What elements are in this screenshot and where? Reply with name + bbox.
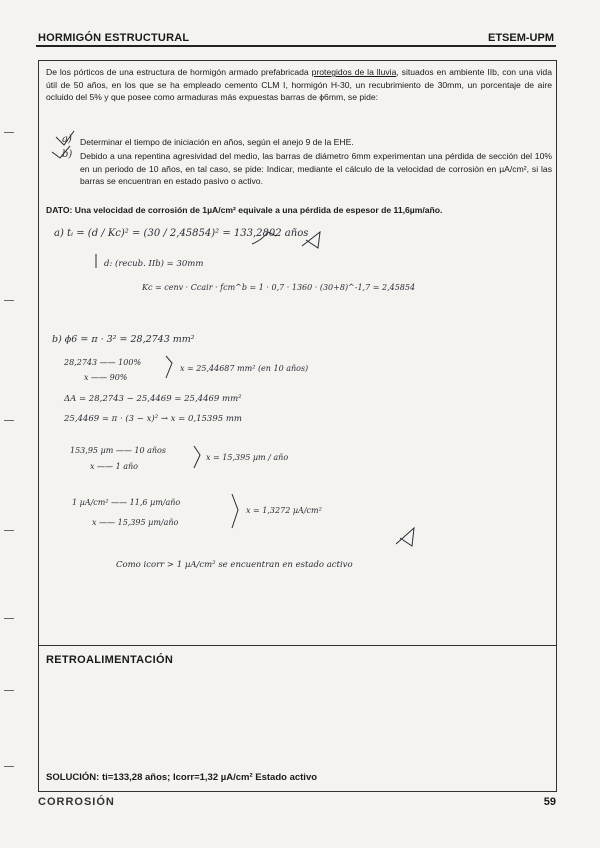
brace-icon <box>166 356 172 378</box>
question-a-mark: a) <box>62 134 72 145</box>
question-a-text: Determinar el tiempo de iniciación en años, según el anejo 9 de la EHE. <box>80 137 354 147</box>
page-number: 59 <box>543 796 556 808</box>
statement-underlined: protegidos de la lluvia <box>311 67 397 77</box>
handwritten-line: x —— 15,395 µm/año <box>92 518 179 527</box>
handwritten-line: 28,2743 —— 100% <box>64 358 142 367</box>
handwritten-line: d: (recub. IIb) = 30mm <box>104 259 204 269</box>
handwritten-line: x —— 90% <box>84 373 128 382</box>
question-b-text: Debido a una repentina agresividad del medio, las barras de diámetro 6mm experimentan una pérdida de sección del 10% en un periodo de 10 años, en tal caso, se pide: Indicar, mediante el cálculo de la velocidad de corrosión en µA/cm², si las barras se encuentran en estado pasivo o activo. <box>80 151 552 186</box>
chapter-label: CORROSIÓN <box>38 796 115 808</box>
solution-line: SOLUCIÓN: ti=133,28 años; Icorr=1,32 µA/cm² Estado activo <box>46 772 318 783</box>
institution-label: ETSEM-UPM <box>488 32 554 44</box>
feedback-title: RETROALIMENTACIÓN <box>46 654 174 666</box>
statement-part-1: De los pórticos de una estructura de hormigón armado prefabricada <box>46 67 312 77</box>
question-b-mark: b) <box>62 149 73 160</box>
handwritten-line: ΔA = 28,2743 − 25,4469 = 25,4469 mm² <box>64 394 242 404</box>
brace-icon <box>232 494 238 528</box>
handwritten-line: a) tᵢ = (d / Kc)² = (30 / 2,45854)² = 133,2802 años <box>54 228 309 239</box>
handwritten-line: 153,95 µm —— 10 años <box>70 446 166 455</box>
handwritten-stroke <box>268 232 276 236</box>
check-mark-icon <box>302 232 320 248</box>
handwritten-line: x = 1,3272 µA/cm² <box>246 506 322 515</box>
statement-part-2: , situados en ambiente IIb, con una vida útil de 50 años, en los que se ha empleado cemento CLM I, hormigón H-30, un recubrimiento de 30mm, un porcentaje de aire ocluido del 5% y que posee como armaduras más expuestas barras de ϕ6mm, se pide: <box>46 67 552 102</box>
handwritten-stroke <box>252 232 268 244</box>
handwritten-line: Como icorr > 1 µA/cm² se encuentran en estado activo <box>116 560 353 570</box>
handwritten-line: 1 µA/cm² —— 11,6 µm/año <box>72 498 181 507</box>
handwritten-line: b) ϕ6 = π · 3² = 28,2743 mm² <box>52 334 195 345</box>
handwritten-line: Kc = cenv · Ccair · fcm^b = 1 · 0,7 · 1360 · (30+8)^-1,7 = 2,45854 <box>142 283 416 292</box>
handwritten-line: x = 15,395 µm / año <box>206 453 289 462</box>
check-mark-icon <box>52 146 73 160</box>
course-title: HORMIGÓN ESTRUCTURAL <box>38 32 190 44</box>
handwritten-line: x = 25,44687 mm² (en 10 años) <box>180 364 309 373</box>
data-note: DATO: Una velocidad de corrosión de 1µA/cm² equivale a una pérdida de espesor de 11,6µm/año. <box>46 205 443 215</box>
check-mark-icon <box>56 131 74 145</box>
brace-icon <box>194 446 200 468</box>
handwritten-line: x —— 1 año <box>90 462 138 471</box>
handwritten-line: 25,4469 = π · (3 − x)² → x = 0,15395 mm <box>64 414 242 424</box>
check-mark-icon <box>396 528 414 546</box>
